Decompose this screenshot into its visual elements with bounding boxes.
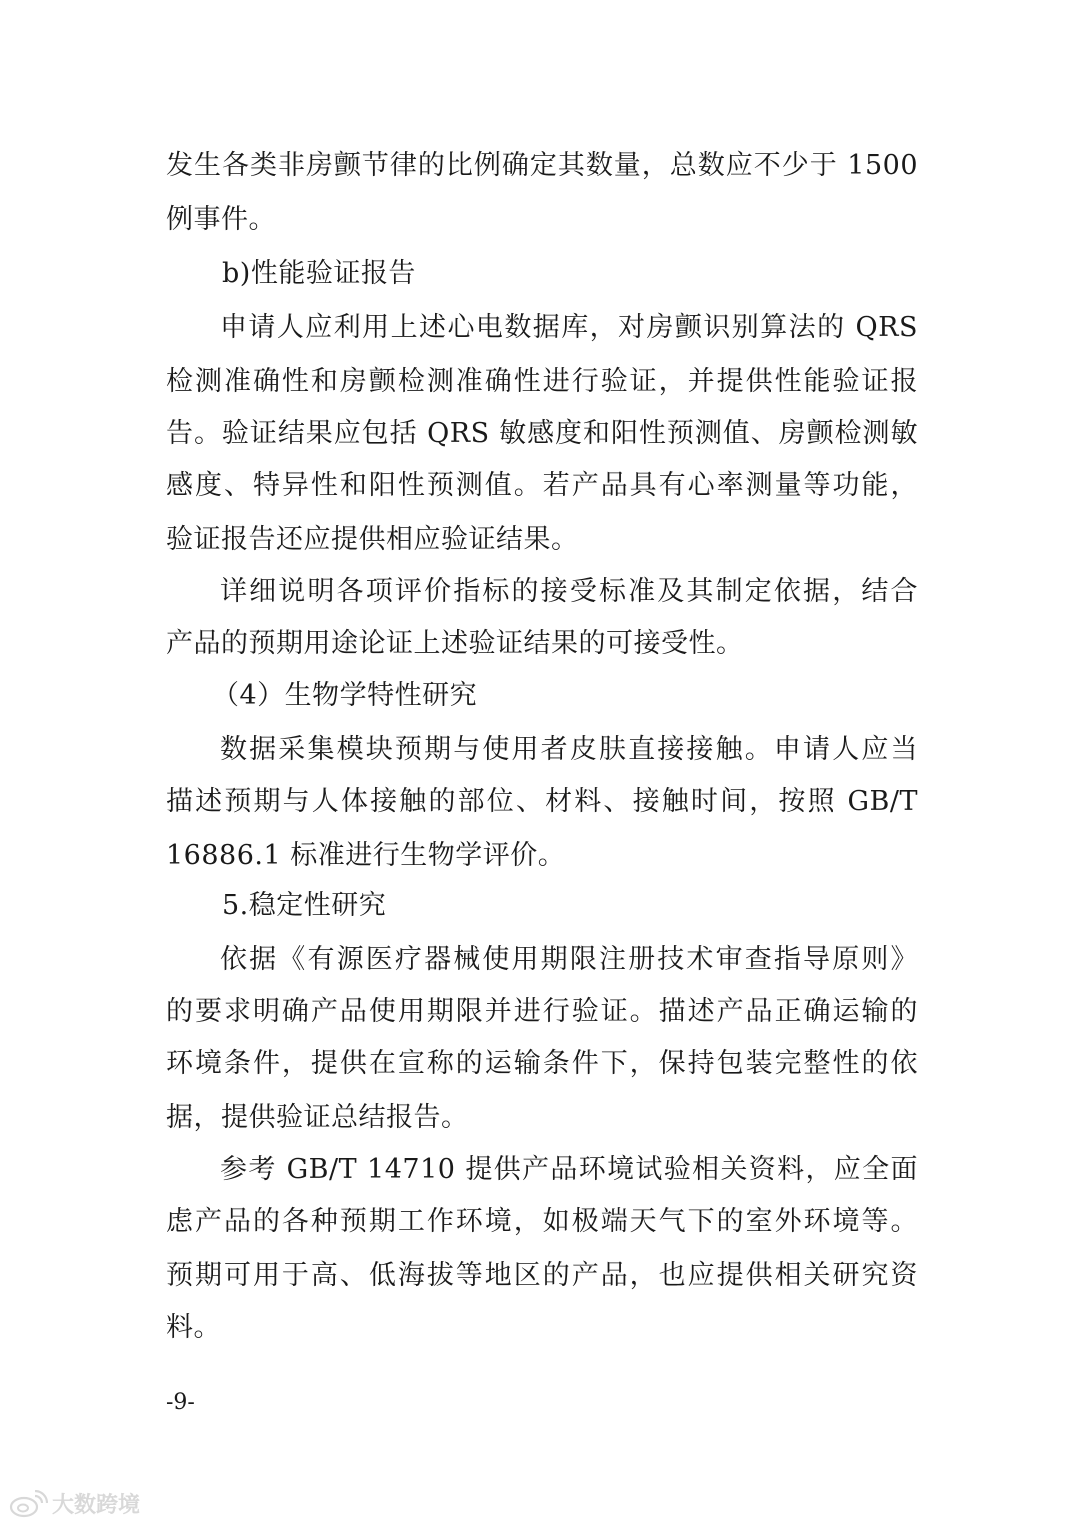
paragraph-line: 例事件。	[166, 204, 276, 235]
paragraph-line: 发生各类非房颤节律的比例确定其数量，总数应不少于 1500	[166, 150, 918, 181]
section-heading: （4）生物学特性研究	[212, 680, 478, 711]
section-heading: b)性能验证报告	[222, 258, 416, 289]
paragraph-line: 16886.1 标准进行生物学评价。	[166, 840, 566, 871]
paragraph-line: 产品的预期用途论证上述验证结果的可接受性。	[166, 628, 744, 659]
paragraph-line: 料。	[166, 1312, 221, 1343]
paragraph-line: 申请人应利用上述心电数据库，对房颤识别算法的 QRS	[220, 312, 918, 343]
paragraph-line: 告。验证结果应包括 QRS 敏感度和阳性预测值、房颤检测敏	[166, 418, 918, 449]
paragraph-line: 描述预期与人体接触的部位、材料、接触时间，按照 GB/T	[166, 786, 918, 817]
paragraph-line: 虑产品的各种预期工作环境，如极端天气下的室外环境等。	[166, 1206, 918, 1237]
paragraph-line: 验证报告还应提供相应验证结果。	[166, 524, 579, 555]
paragraph-line: 详细说明各项评价指标的接受标准及其制定依据，结合	[220, 576, 918, 607]
section-heading: 5.稳定性研究	[222, 890, 387, 921]
paragraph-line: 参考 GB/T 14710 提供产品环境试验相关资料，应全面	[220, 1154, 918, 1185]
paragraph-line: 检测准确性和房颤检测准确性进行验证，并提供性能验证报	[166, 366, 918, 397]
paragraph-line: 据，提供验证总结报告。	[166, 1102, 469, 1133]
paragraph-line: 环境条件，提供在宣称的运输条件下，保持包装完整性的依	[166, 1048, 918, 1079]
paragraph-line: 依据《有源医疗器械使用期限注册技术审查指导原则》	[220, 944, 918, 975]
paragraph-line: 感度、特异性和阳性预测值。若产品具有心率测量等功能，	[166, 470, 918, 501]
watermark	[8, 1488, 140, 1519]
page-number: -9-	[166, 1390, 195, 1415]
weibo-logo-icon	[8, 1490, 48, 1518]
paragraph-line: 预期可用于高、低海拔等地区的产品，也应提供相关研究资	[166, 1260, 918, 1291]
paragraph-line: 的要求明确产品使用期限并进行验证。描述产品正确运输的	[166, 996, 918, 1027]
watermark-text: 大数跨境	[52, 1493, 141, 1518]
paragraph-line: 数据采集模块预期与使用者皮肤直接接触。申请人应当	[220, 734, 918, 765]
